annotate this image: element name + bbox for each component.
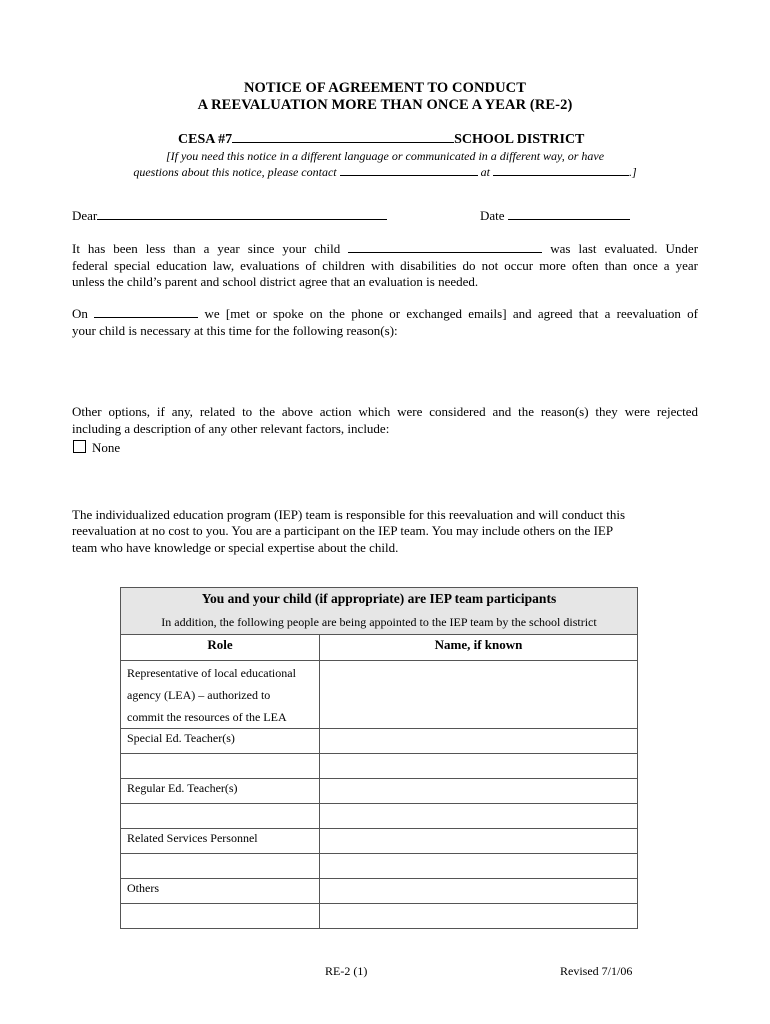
district-name-field[interactable] [232,131,454,143]
p1-line3: unless the child’s parent and school district agree that an evaluation is needed. [72,274,479,289]
role-cell-blank[interactable] [121,754,320,779]
meeting-date-field[interactable] [94,306,198,318]
p4-line3: team who have knowledge or special expertise about the child. [72,540,399,555]
name-column-header: Name, if known [320,635,638,661]
role-cell-related-services: Related Services Personnel [121,829,320,854]
p4-line2: reevaluation at no cost to you. You are a participant on the IEP team. You may include others on the IEP [72,523,614,538]
name-cell[interactable] [320,904,638,929]
lea-line2: agency (LEA) – authorized to [127,688,271,702]
contact-phone-field[interactable] [493,164,629,176]
table-row [121,904,638,929]
p2-line1 [72,306,698,323]
name-cell[interactable] [320,804,638,829]
table-row [121,729,638,754]
table-row [121,829,638,854]
p2-rest: we [met or spoke on the phone or exchanged emails] and agreed that a reevaluation of [204,306,699,321]
none-option[interactable] [73,440,120,457]
language-note-at: at [480,165,490,179]
name-cell[interactable] [320,829,638,854]
role-cell-blank[interactable] [121,804,320,829]
p1-start: It has been less than a year since your child [72,241,341,256]
lea-role-cell [121,661,320,729]
dear-line [72,208,387,225]
p4-line1: The individualized education program (IEP) team is responsible for this reevaluation and will conduct this [72,507,626,522]
contact-name-field[interactable] [340,164,478,176]
table-row [121,879,638,904]
school-district-label: SCHOOL DISTRICT [454,132,585,147]
name-cell[interactable] [320,729,638,754]
p1-end: was last evaluated. Under [550,241,699,256]
child-name-field[interactable] [348,241,542,253]
dear-field[interactable] [97,208,387,220]
language-note-line1: [If you need this notice in a different language or communicated in a different way, or have [165,149,605,163]
role-column-header: Role [121,635,320,661]
table-row [121,854,638,879]
cesa-line [178,131,584,148]
role-cell-regular-ed: Regular Ed. Teacher(s) [121,779,320,804]
table-row [121,804,638,829]
p2-on: On [72,306,88,321]
lea-line3: commit the resources of the LEA [127,710,287,724]
role-cell-others: Others [121,879,320,904]
language-note-prefix: questions about this notice, please contact [133,165,337,179]
role-cell-special-ed: Special Ed. Teacher(s) [121,729,320,754]
role-cell-blank[interactable] [121,854,320,879]
cesa-label: CESA #7 [178,132,233,147]
date-field[interactable] [508,208,630,220]
p1-line2: federal special education law, evaluations of children with disabilities do not occur more often than once a year [72,258,698,273]
none-label: None [92,440,121,455]
p1-line1 [72,241,698,258]
revised-date: Revised 7/1/06 [560,964,633,978]
table-row [121,754,638,779]
lea-line1: Representative of local educational [127,666,296,680]
dear-label: Dear [72,208,98,223]
name-cell[interactable] [320,754,638,779]
p2-line2: your child is necessary at this time for the following reason(s): [72,323,398,338]
date-line [480,208,630,225]
form-title-line2: A REEVALUATION MORE THAN ONCE A YEAR (RE-2) [197,97,573,113]
name-cell[interactable] [320,779,638,804]
iep-team-table [120,587,638,929]
form-title-line1: NOTICE OF AGREEMENT TO CONDUCT [243,80,527,96]
form-id: RE-2 (1) [325,964,368,978]
p3-line2: including a description of any other relevant factors, include: [72,421,390,436]
p3-line1: Other options, if any, related to the above action which were considered and the reason(s) they were rejected [72,404,698,419]
name-cell[interactable] [320,854,638,879]
language-note-line2 [0,164,770,180]
team-table-subheading: In addition, the following people are being appointed to the IEP team by the school district [121,612,638,635]
none-checkbox[interactable] [73,440,86,453]
name-cell[interactable] [320,879,638,904]
lea-name-cell[interactable] [320,661,638,729]
date-label: Date [480,208,505,223]
language-note-end: .] [628,165,637,179]
table-row [121,661,638,729]
table-row [121,779,638,804]
role-cell-blank[interactable] [121,904,320,929]
team-table-heading: You and your child (if appropriate) are IEP team participants [121,588,638,612]
